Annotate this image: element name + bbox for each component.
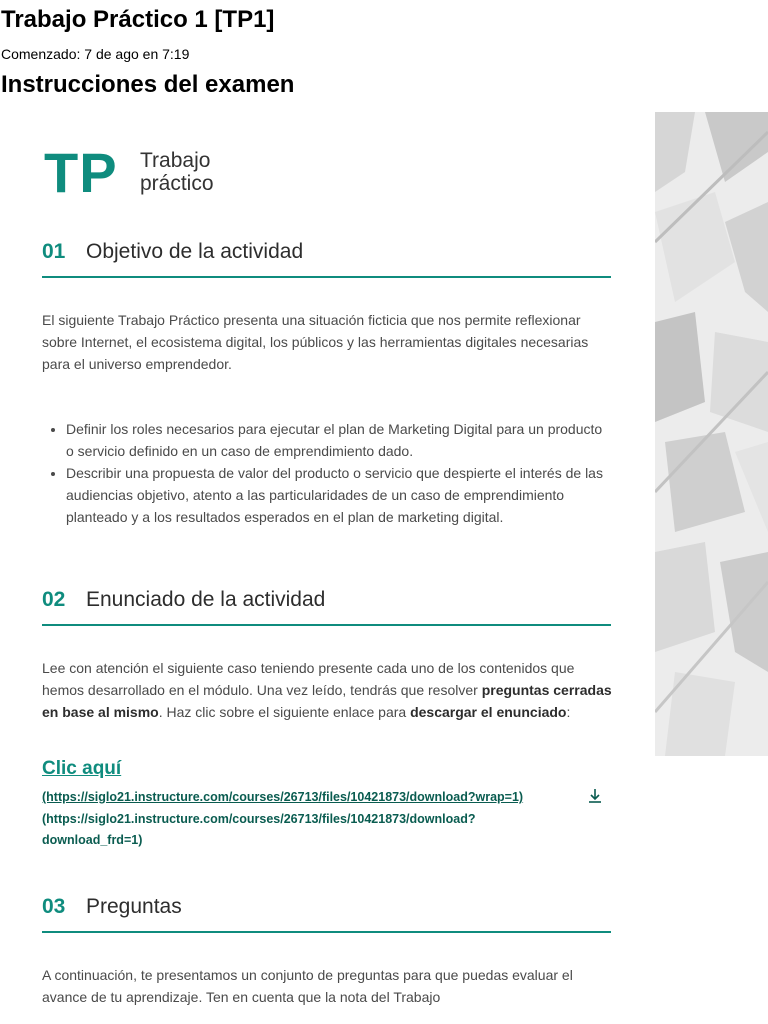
abstract-architecture-graphic <box>655 112 768 756</box>
bullet-icon <box>51 428 55 432</box>
objective-intro: El siguiente Trabajo Práctico presenta una situación ficticia que nos permite reflexionar sobre Internet, el ecosistema digital, los públicos y las herramientas digitales necesarias para el universo emprendedor. <box>42 312 589 372</box>
section-number: 03 <box>42 895 66 918</box>
statement-paragraph: Lee con atención el siguiente caso teniendo presente cada uno de los contenidos que hemos desarrollado en el módulo. Una vez leído, tendrás que resolver preguntas cerradas en base al mismo. Haz clic sobre el siguiente enlace para descargar el enunciado: <box>42 660 612 720</box>
tp-logo-line1: Trabajo <box>140 149 211 172</box>
section-title: Preguntas <box>86 895 182 918</box>
section-number: 02 <box>42 588 66 611</box>
section-03-header <box>42 893 611 933</box>
section-title: Objetivo de la actividad <box>86 240 304 263</box>
section-divider <box>42 931 611 933</box>
tp-logo-line2: práctico <box>140 172 214 195</box>
bold-text: preguntas cerradas en base al mismo <box>42 682 612 720</box>
tp-logo-mark: TP <box>44 141 118 204</box>
section-divider <box>42 624 611 626</box>
page-title: Trabajo Práctico 1 [TP1] <box>1 6 275 33</box>
section-divider <box>42 276 611 278</box>
objective-bullet-list <box>42 418 612 528</box>
section-01-header <box>42 238 611 278</box>
list-item: Describir una propuesta de valor del producto o servicio que despierte el interés de las audiencias objetivo, atento a las particularidades de un caso de emprendimiento planteado y a los resultados esperados en el plan de marketing digital. <box>42 462 612 528</box>
section-02-header <box>42 586 611 626</box>
section-title: Enunciado de la actividad <box>86 588 326 611</box>
list-item: Definir los roles necesarios para ejecutar el plan de Marketing Digital para un producto o servicio definido en un caso de emprendimiento dado. <box>42 418 612 462</box>
download-link[interactable]: Clic aquí <box>42 758 122 779</box>
download-link-url-alt[interactable]: (https://siglo21.instructure.com/courses/26713/files/10421873/download? <box>42 812 476 826</box>
download-link-url[interactable]: (https://siglo21.instructure.com/courses/26713/files/10421873/download?wrap=1) <box>42 790 524 804</box>
bullet-icon <box>51 472 55 476</box>
decorative-background-image <box>655 112 768 756</box>
download-icon[interactable] <box>586 787 604 805</box>
section-number: 01 <box>42 240 66 263</box>
download-link-url-alt-cont[interactable]: download_frd=1) <box>42 833 143 847</box>
started-timestamp: Comenzado: 7 de ago en 7:19 <box>1 46 190 62</box>
bold-text: descargar el enunciado <box>410 704 567 720</box>
tp-logo-text <box>140 149 214 195</box>
exam-instructions-heading: Instrucciones del examen <box>1 71 295 98</box>
questions-intro: A continuación, te presentamos un conjunto de preguntas para que puedas evaluar el avance de tu aprendizaje. Ten en cuenta que la nota del Trabajo <box>42 967 573 1005</box>
